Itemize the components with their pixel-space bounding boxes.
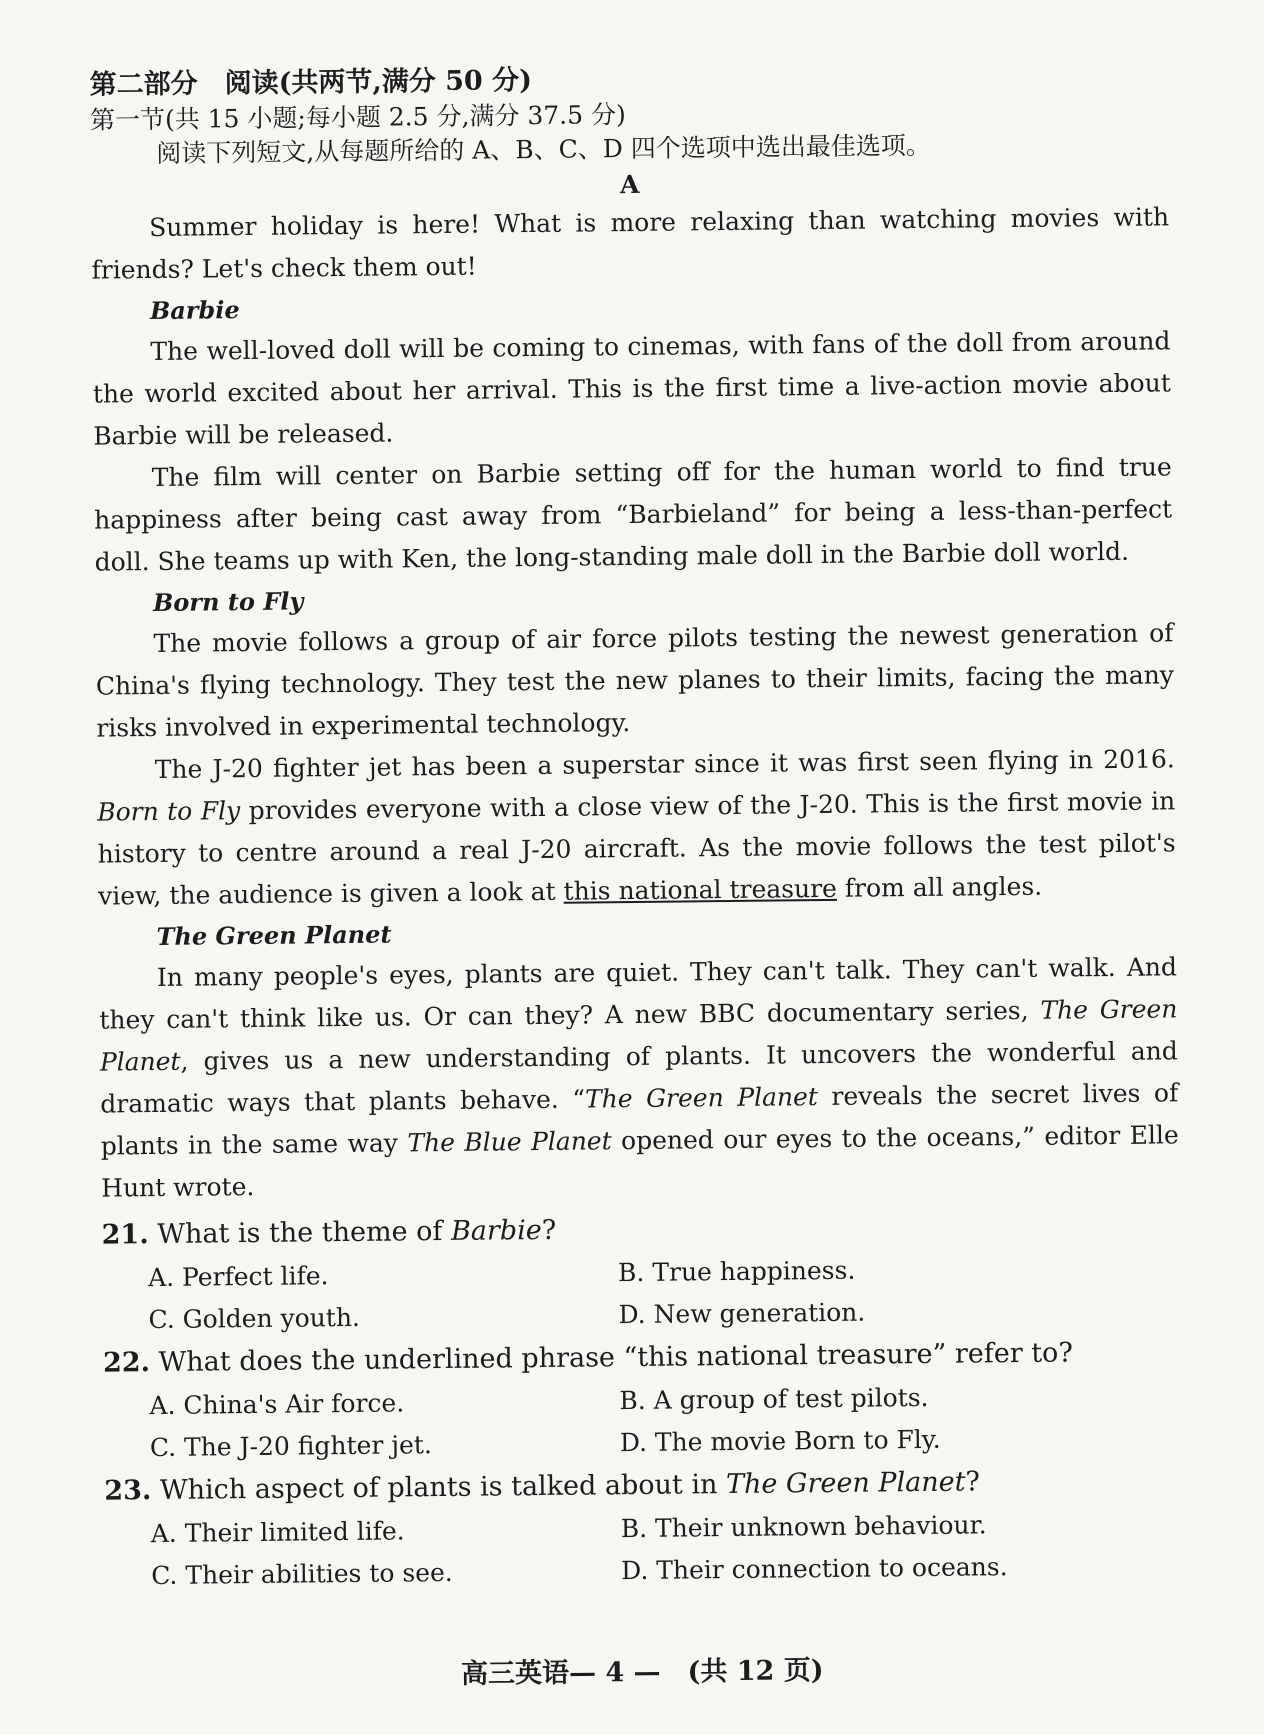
options (105, 1502, 1184, 1597)
stem-italic: The Green Planet (726, 1467, 966, 1501)
born-to-fly-paragraph-2 (97, 738, 1177, 917)
italic-title: The Blue Planet (407, 1126, 612, 1157)
stem-text: ? (542, 1215, 557, 1246)
option-a: A. Perfect life. (148, 1252, 618, 1299)
italic-title: The Green Planet (585, 1082, 818, 1113)
italic-title: The Green Planet (100, 994, 1178, 1076)
born-to-fly-paragraph-1: The movie follows a group of air force pilots testing the newest generation of China's flying technology. They test the new planes to their limits, facing the many risks involved in experimental technology. (95, 612, 1174, 749)
passage-intro: Summer holiday is here! What is more relaxing than watching movies with friends? Let's check them out! (91, 196, 1170, 291)
movie-title-born-to-fly: Born to Fly (95, 572, 1173, 623)
question-number: 23. (104, 1475, 151, 1506)
barbie-paragraph-2: The film will center on Barbie setting off for the human world to find true happiness after being cast away from “Barbieland” for being a less-than-perfect doll. She teams up with Ken, the long-standing male doll in the Barbie doll world. (94, 446, 1173, 583)
text-run: opened our eyes to the oceans,” editor Elle Hunt wrote. (101, 1120, 1179, 1202)
text-run: , gives us a new understanding of plants. It uncovers the wonderful and dramatic ways that plants behave. “ (100, 1036, 1178, 1118)
option-a: A. Their limited life. (151, 1508, 621, 1555)
options (102, 1246, 1181, 1341)
option-d: D. Their connection to oceans. (621, 1544, 1181, 1592)
option-c: C. Their abilities to see. (151, 1550, 621, 1597)
text-run: In many people's eyes, plants are quiet. They can't talk. They can't walk. And they can't think like us. Or can they? A new BBC documentary series, (99, 952, 1177, 1034)
movie-title-barbie: Barbie (92, 280, 1170, 331)
stem-text: ? (965, 1466, 980, 1497)
option-c: C. The J-20 fighter jet. (150, 1422, 620, 1469)
option-b: B. A group of test pilots. (619, 1374, 1179, 1422)
instruction-text: 阅读下列短文,从每题所给的 A、B、C、D 四个选项中选出最佳选项。 (90, 126, 1168, 171)
question-number: 21. (102, 1219, 149, 1250)
page-footer: 高三英语— 4 — (共 12 页) (10, 1643, 1264, 1695)
option-b: B. True happiness. (618, 1246, 1178, 1294)
text-run: provides everyone with a close view of the J-20. This is the first movie in history to centre around a real J-20 aircraft. As the movie follows the test pilot's view, the audience is given a look at (98, 786, 1176, 910)
question-23 (104, 1458, 1183, 1597)
green-planet-paragraph (99, 946, 1180, 1209)
option-d: D. The movie Born to Fly. (620, 1416, 1180, 1464)
stem-text: What does the underlined phrase “this national treasure” refer to? (158, 1337, 1073, 1378)
passage-letter: A (91, 162, 1169, 207)
option-d: D. New generation. (618, 1288, 1178, 1336)
question-list (101, 1202, 1183, 1597)
barbie-paragraph-1: The well-loved doll will be coming to cinemas, with fans of the doll from around the world excited about her arrival. This is the first time a live-action movie about Barbie will be released. (92, 320, 1171, 457)
italic-title: Born to Fly (97, 796, 240, 826)
part-heading: 第二部分 阅读(共两节,满分 50 分) (89, 56, 1167, 103)
movie-title-green-planet: The Green Planet (98, 906, 1176, 957)
passage (91, 196, 1179, 1209)
options (103, 1374, 1182, 1469)
text-run: from all angles. (837, 872, 1043, 903)
underlined-phrase: this national treasure (563, 874, 837, 906)
stem-italic: Barbie (451, 1215, 542, 1247)
text-run: The J-20 fighter jet has been a superstar since it was first seen flying in 2016. (155, 744, 1175, 784)
option-a: A. China's Air force. (149, 1380, 619, 1427)
stem-text: Which aspect of plants is talked about in (160, 1469, 726, 1506)
question-21 (101, 1202, 1180, 1341)
question-number: 22. (103, 1347, 150, 1378)
section-heading: 第一节(共 15 小题;每小题 2.5 分,满分 37.5 分) (90, 92, 1168, 137)
text-run: reveals the secret lives of plants in the same way (101, 1078, 1179, 1160)
section-header (89, 56, 1168, 171)
question-22 (103, 1330, 1182, 1469)
option-c: C. Golden youth. (148, 1294, 618, 1341)
option-b: B. Their unknown behaviour. (621, 1502, 1181, 1550)
stem-text: What is the theme of (157, 1216, 451, 1250)
